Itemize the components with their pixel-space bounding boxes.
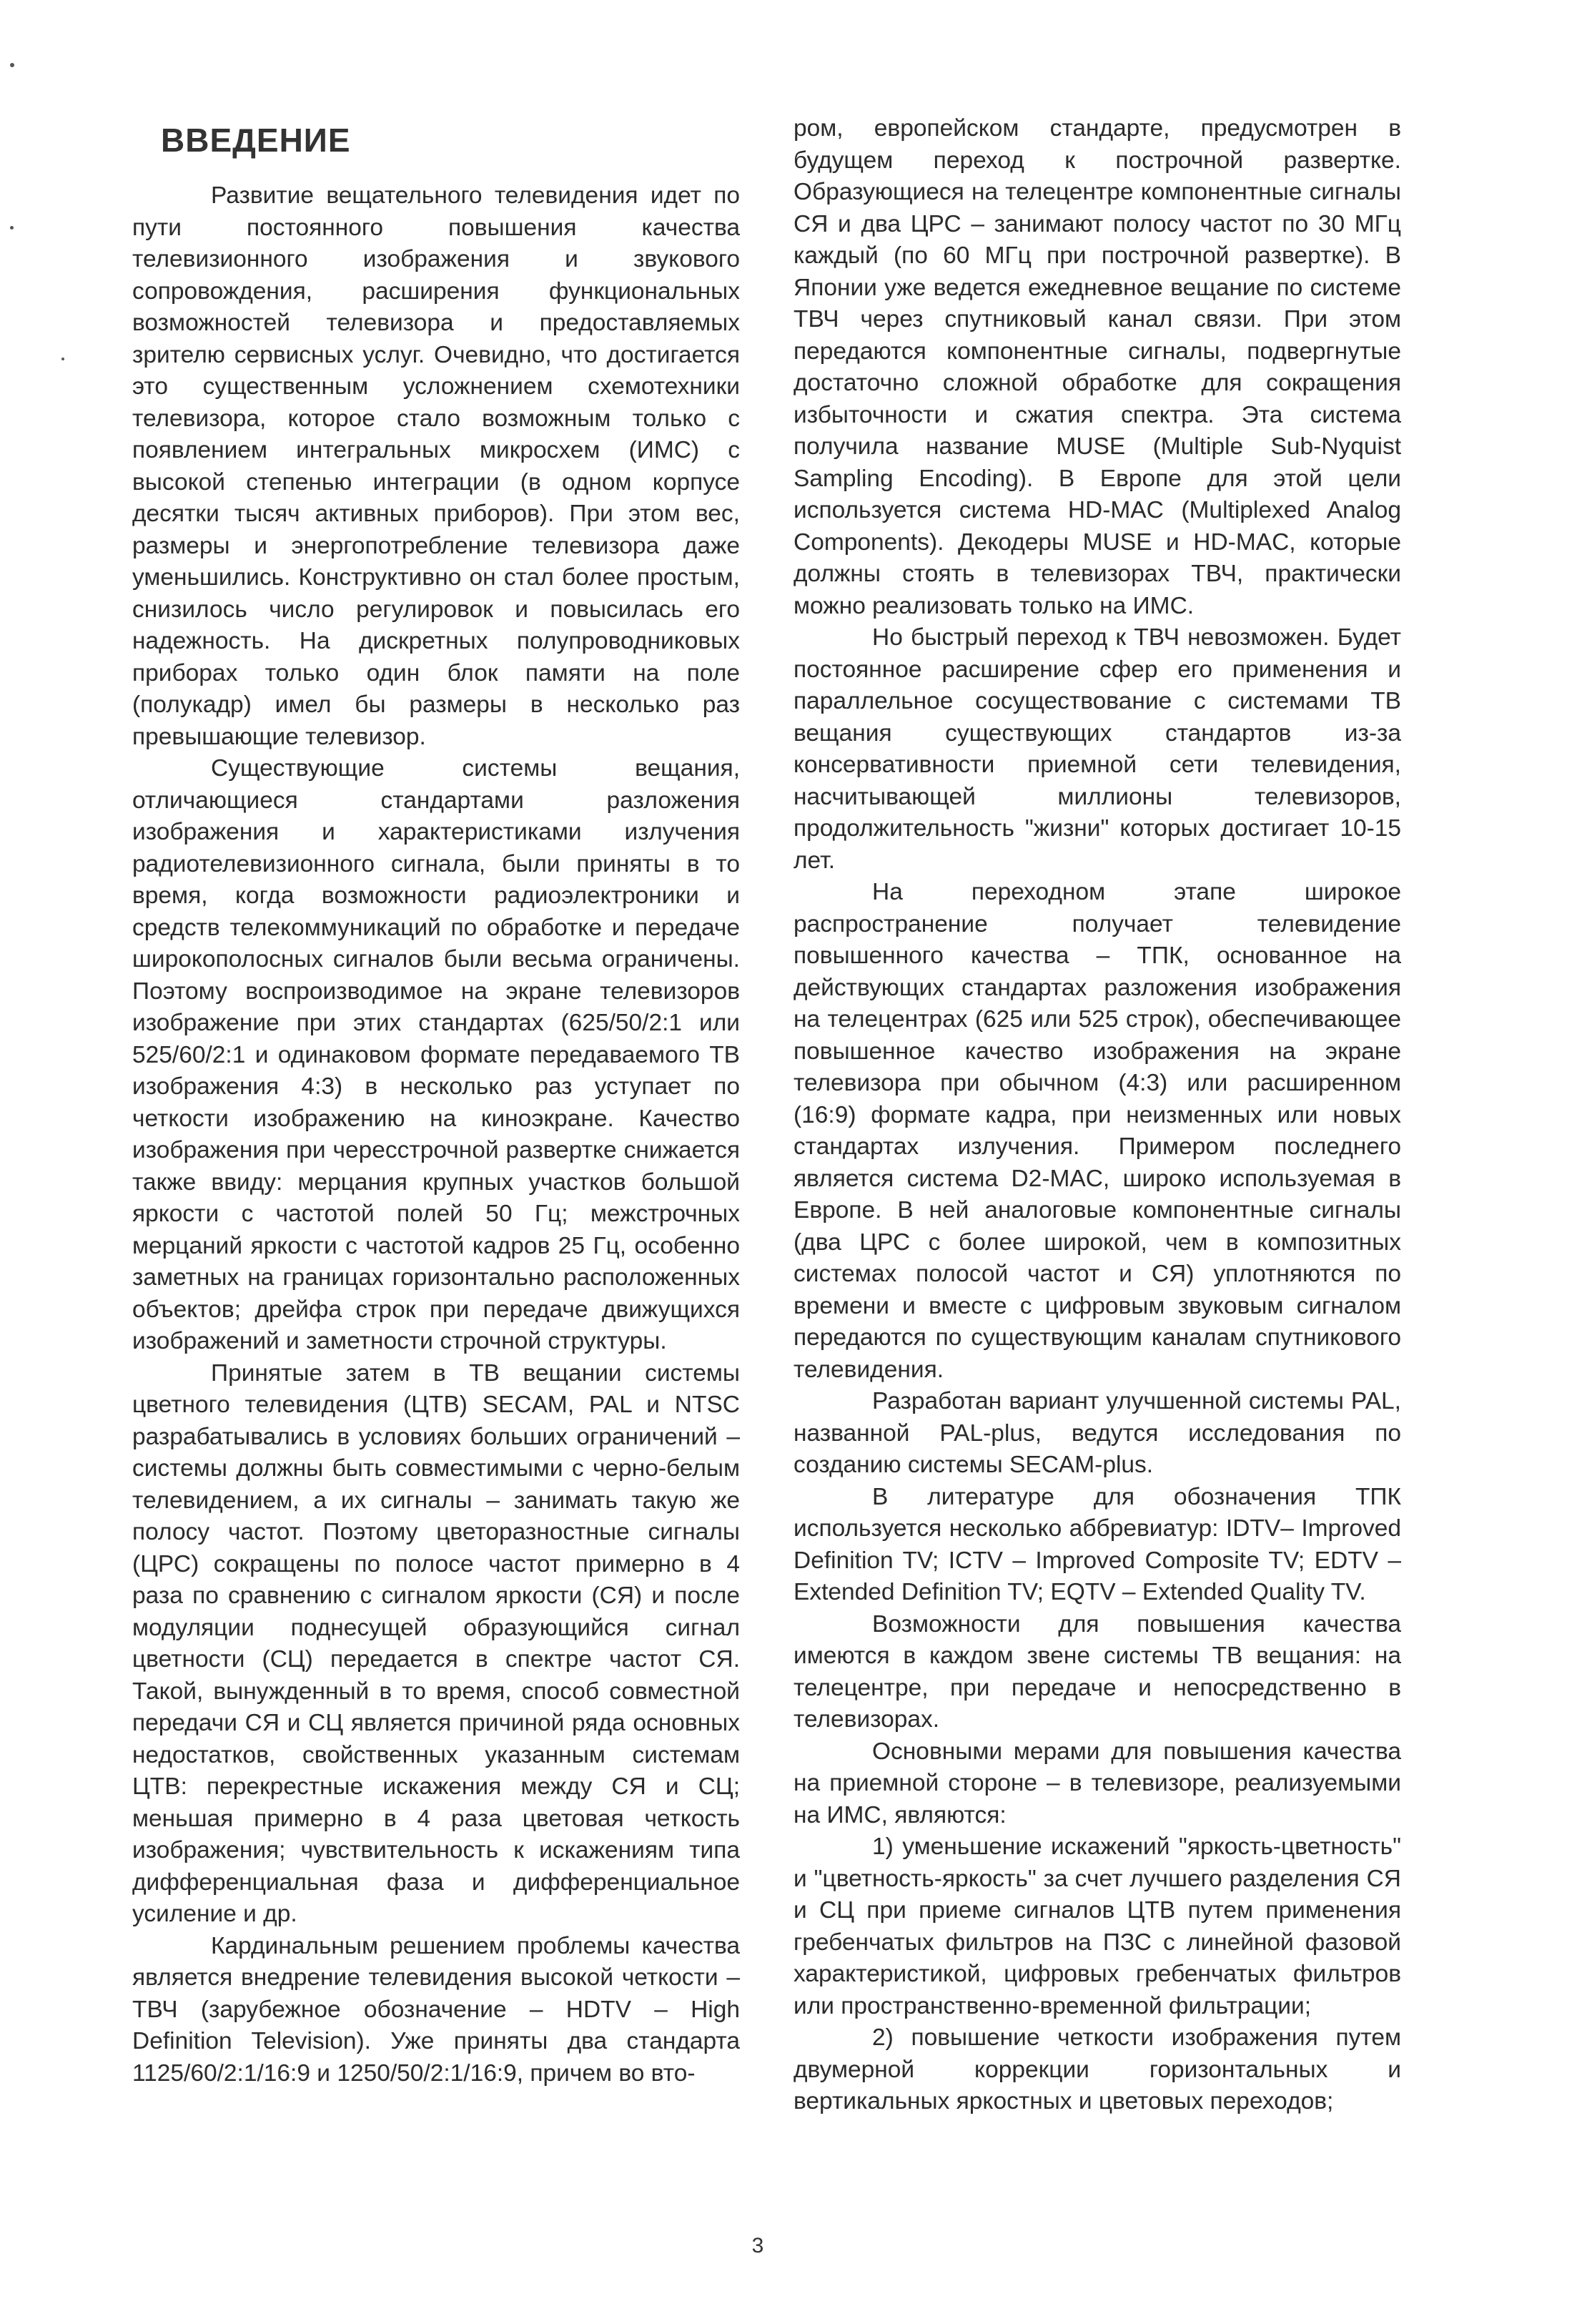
paragraph: Принятые затем в ТВ вещании системы цветного телевидения (ЦТВ) SECAM, PAL и NTSC разрабатывались в условиях больших ограничений – системы должны быть совместимыми с черно-белым телевидением, а их сигналы – занимать такую же полосу частот. Поэтому цветоразностные сигналы (ЦРС) сокращены по полосе частот примерно в 4 раза по сравнению с сигналом яркости (СЯ) и после модуляции поднесущей образующийся сигнал цветности (СЦ) передается в спектре частот СЯ. Такой, вынужденный в то время, способ совместной передачи СЯ и СЦ является причиной ряда основных недостатков, свойственных указанным системам ЦТВ: перекрестные искажения между СЯ и СЦ; меньшая примерно в 4 раза цветовая четкость изображения; чувствительность к искажениям типа дифференциальная фаза и дифференциальное усиление и др. [132,1359,740,1927]
list-item: 2) повышение четкости изображения путем двумерной коррекции горизонтальных и вертикальных яркостных и цветовых переходов; [794,2024,1401,2114]
left-column [132,120,740,2089]
scan-speck [61,358,64,360]
scan-speck [10,63,14,67]
page-number: 3 [751,2234,764,2257]
paragraph: В литературе для обозначения ТПК используется несколько аббревиатур: IDTV– Improved Definition TV; ICTV – Improved Composite TV; EDTV – Extended Definition TV; EQTV – Extended Quality TV. [794,1483,1401,1605]
paragraph: Основными мерами для повышения качества на приемной стороне – в телевизоре, реализуемыми на ИМС, являются: [794,1738,1401,1828]
paragraph: Кардинальным решением проблемы качества является внедрение телевидения высокой четкости – ТВЧ (зарубежное обозначение – HDTV – High Definition Television). Уже приняты два стандарта 1125/60/2:1/16:9 и 1250/50/2:1/16:9, причем во вто- [132,1932,740,2087]
paragraph: Развитие вещательного телевидения идет по пути постоянного повышения качества телевизионного изображения и звукового сопровождения, расширения функциональных возможностей телевизора и предоставляемых зрителю сервисных услуг. Очевидно, что достигается это существенным усложнением схемотехники телевизора, которое стало возможным только с появлением интегральных микросхем (ИМС) с высокой степенью интеграции (в одном корпусе десятки тысяч активных приборов). При этом вес, размеры и энергопотребление телевизора даже уменьшились. Конструктивно он стал более простым, снизилось число регулировок и повысилась его надежность. На дискретных полупроводниковых приборах только один блок памяти на поле (полукадр) имел бы размеры в несколько раз превышающие телевизор. [132,182,740,750]
section-heading: ВВЕДЕНИЕ [161,122,351,159]
paragraph-continued: ром, европейском стандарте, предусмотрен в будущем переход к построчной развертке. Образующиеся на телецентре компонентные сигналы СЯ и два ЦРС – занимают полосу частот по 30 МГц каждый (по 60 МГц при построчной развертке). В Японии уже ведется ежедневное вещание по системе ТВЧ через спутниковый канал связи. При этом передаются компонентные сигналы, подвергнутые достаточно сложной обработке для сокращения избыточности и сжатия спектра. Эта система получила название MUSE (Multiple Sub-Nyquist Sampling Encoding). В Европе для этой цели используется система HD-MAC (Multiplexed Analog Components). Декодеры MUSE и HD-MAC, которые должны стоять в телевизорах ТВЧ, практически можно реализовать только на ИМС. [794,115,1401,619]
paragraph: На переходном этапе широкое распространение получает телевидение повышенного качества – ТПК, основанное на действующих стандартах разложения изображения на телецентрах (625 или 525 строк), обеспечивающее повышенное качество изображения на экране телевизора при обычном (4:3) или расширенном (16:9) формате кадра, при неизменных или новых стандартах излучения. Примером последнего является система D2-MAC, широко используемая в Европе. В ней аналоговые компонентные сигналы (два ЦРС с более широкой, чем в композитных системах полосой частот и СЯ) уплотняются по времени и вместе с цифровым звуковым сигналом передаются по существующим каналам спутникового телевидения. [794,879,1401,1383]
list-item: 1) уменьшение искажений "яркость-цветность" и "цветность-яркость" за счет лучшего разделения СЯ и СЦ при приеме сигналов ЦТВ путем применения гребенчатых фильтров на ПЗС с линейной фазовой характеристикой, цифровых гребенчатых фильтров или пространственно-временной фильтрации; [794,1833,1401,2019]
scan-speck [10,226,14,230]
paragraph: Существующие системы вещания, отличающиеся стандартами разложения изображения и характеристиками излучения радиотелевизионного сигнала, были приняты в то время, когда возможности радиоэлектроники и средств телекоммуникаций по обработке и передаче широкополосных сигналов были весьма ограничены. Поэтому воспроизводимое на экране телевизоров изображение при этих стандартах (625/50/2:1 или 525/60/2:1 и одинаковом формате передаваемого ТВ изображения 4:3) в несколько раз уступает по четкости изображению на киноэкране. Качество изображения при чересстрочной развертке снижается также ввиду: мерцания крупных участков большой яркости с частотой полей 50 Гц; межстрочных мерцаний яркости с частотой кадров 25 Гц, особенно заметных на границах горизонтально расположенных объектов; дрейфа строк при передаче движущихся изображений и заметности строчной структуры. [132,755,740,1354]
right-column [794,113,1401,2118]
paragraph: Разработан вариант улучшенной системы PAL, названной PAL-plus, ведутся исследования по созданию системы SECAM-plus. [794,1388,1401,1478]
paragraph: Возможности для повышения качества имеются в каждом звене системы ТВ вещания: на телецентре, при передаче и непосредственно в телевизорах. [794,1610,1401,1733]
paragraph: Но быстрый переход к ТВЧ невозможен. Будет постоянное расширение сфер его применения и параллельное сосуществование с системами ТВ вещания существующих стандартов из-за консервативности приемной сети телевидения, насчитывающей миллионы телевизоров, продолжительность "жизни" которых достигает 10-15 лет. [794,624,1401,874]
